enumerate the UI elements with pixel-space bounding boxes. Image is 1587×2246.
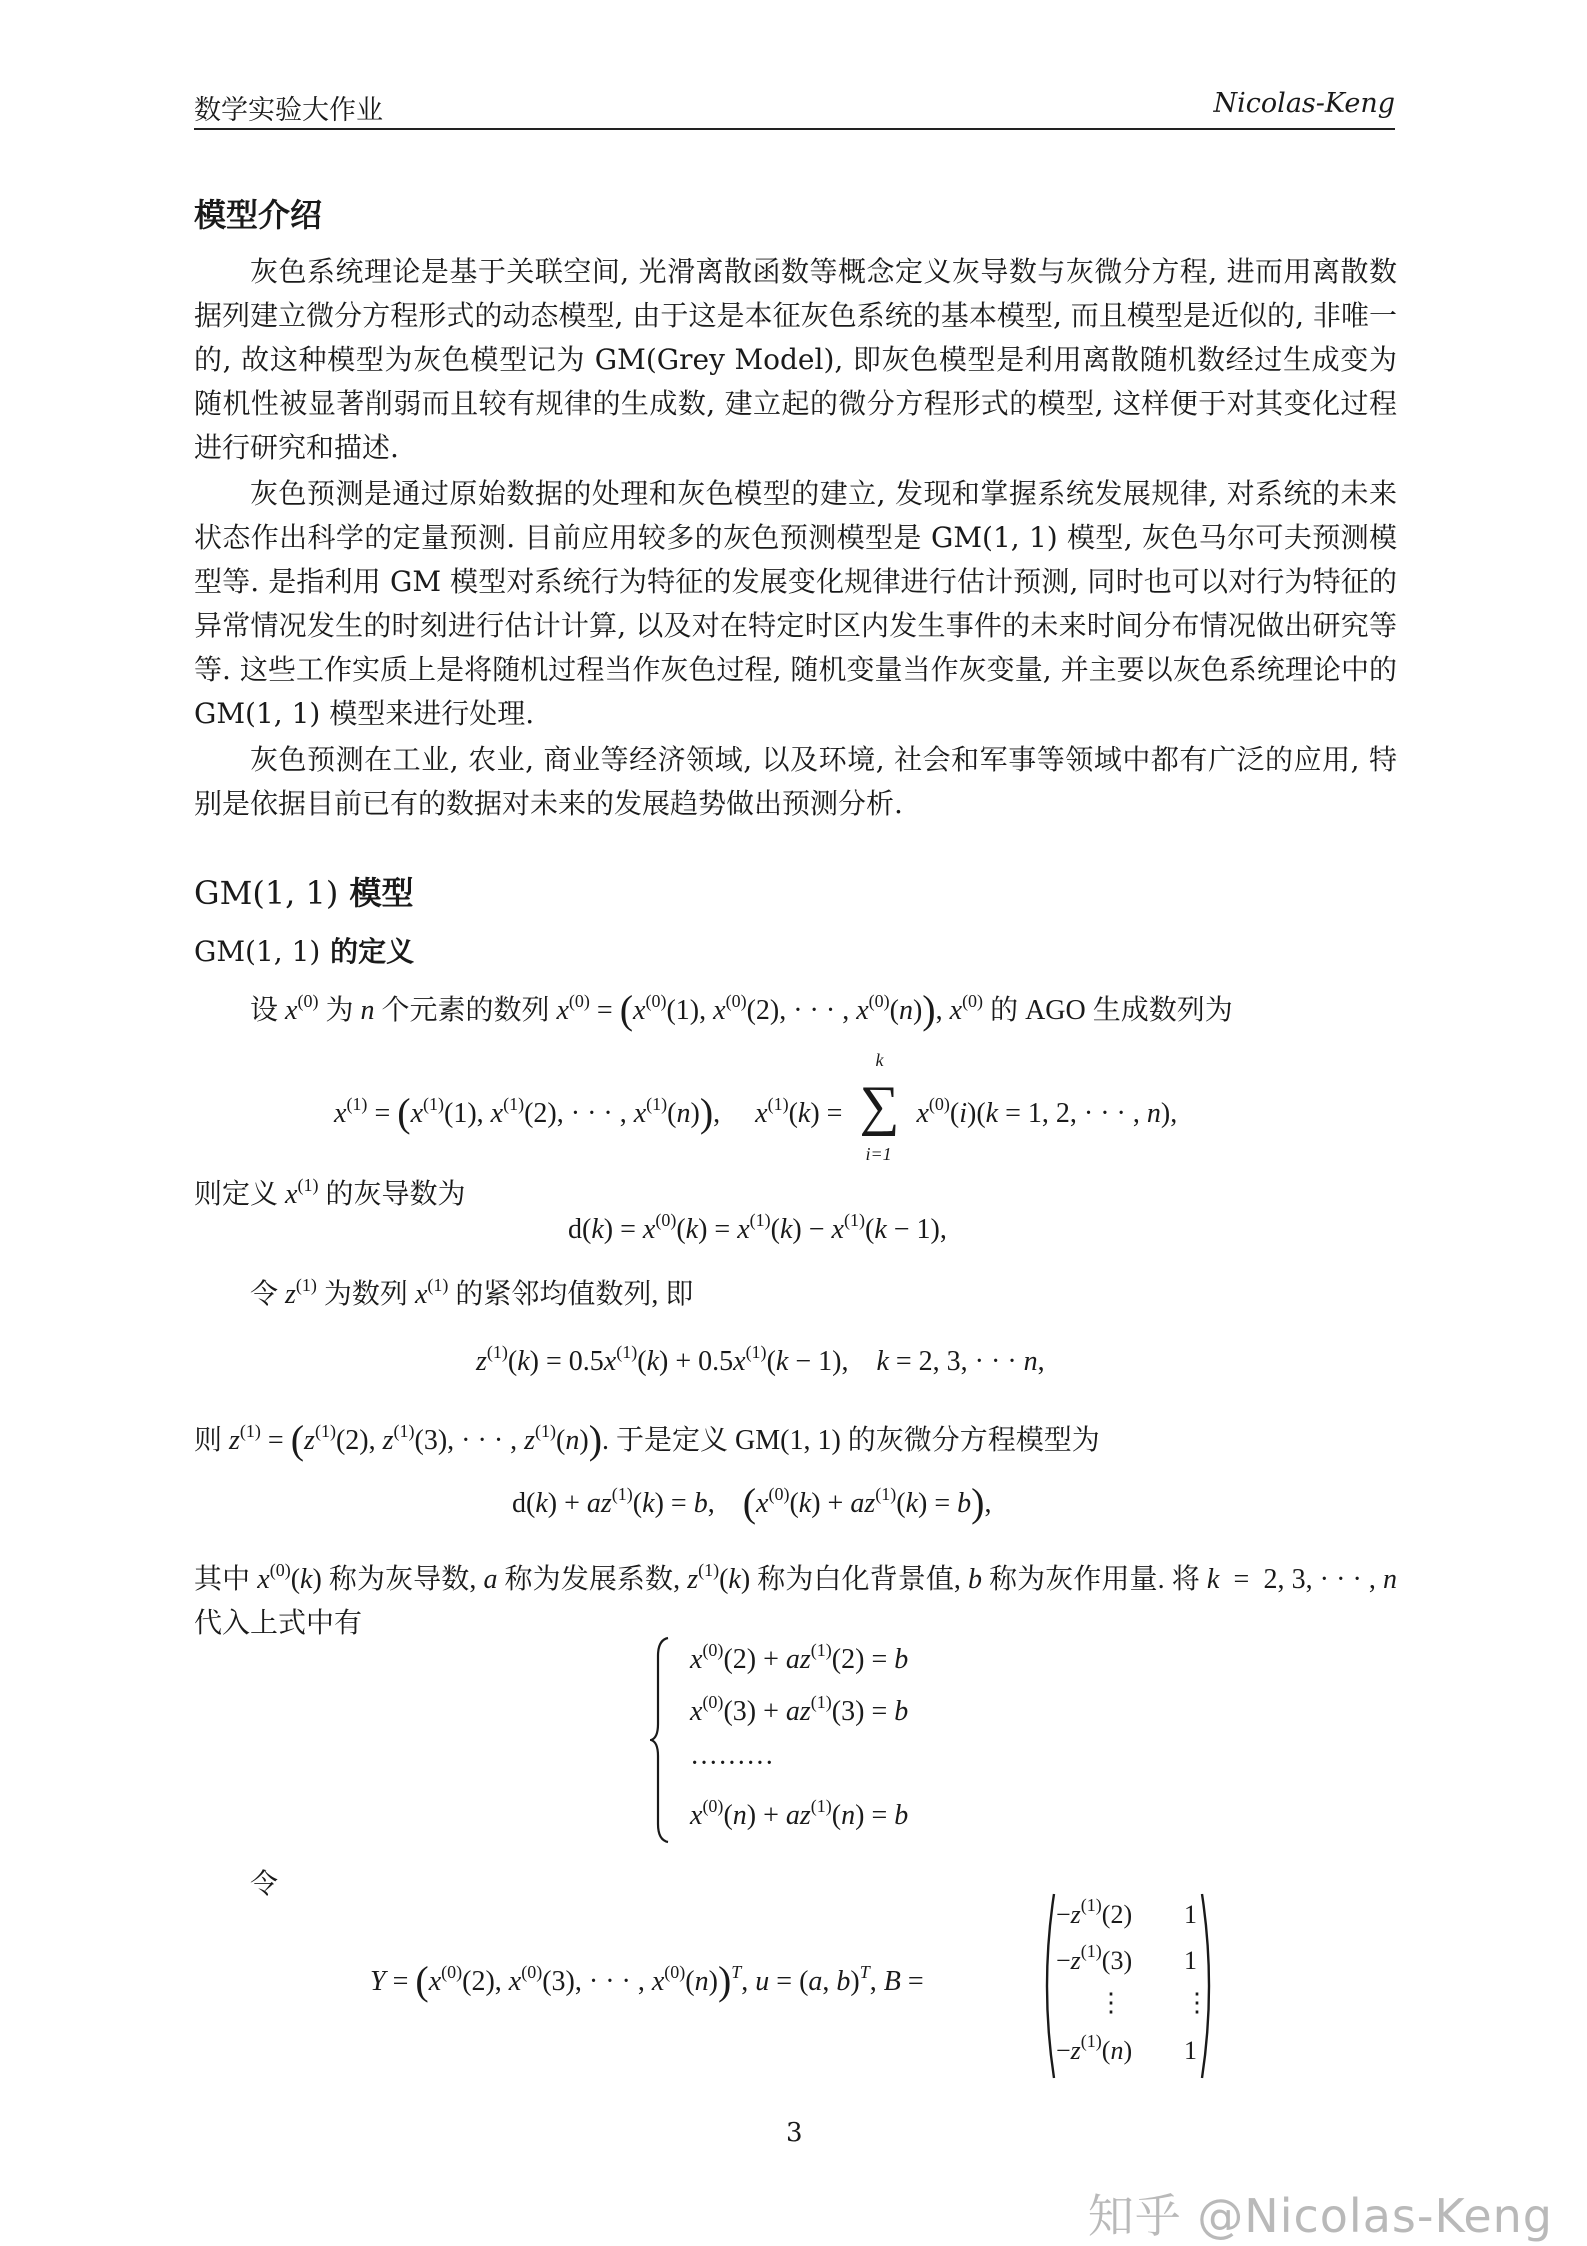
matrix-cell: 1 [1184, 1900, 1197, 1929]
y-u-b-definition: $Y = (x^{(0)}(2)$, $x^{(0)}(3)$, · · · , $x^{(0)}(n))^T$, u = (a, b)$^T$, B = [370, 1958, 924, 2003]
matrix-cell: 1 [1184, 2036, 1197, 2065]
matrix-cell: $-z^{(1)}(n)$ [1056, 2031, 1133, 2065]
grey-derivative-equation: $d(k) = x^{(0)}(k) = x^{(1)}(k) - x^{(1)}(k - 1)$, [568, 1210, 947, 1245]
neighbor-mean-equation: $z^{(1)}(k) = 0.5x^{(1)}(k) + 0.5x^{(1)}(k - 1)$, k = 2, 3, · · · n, [476, 1342, 1045, 1377]
intro-paragraph-1: 灰色系统理论是基于关联空间, 光滑离散函数等概念定义灰导数与灰微分方程, 进而用离散数据列建立微分方程形式的动态模型, 由于这是本征灰色系统的基本模型, 而且模型是近似的, 非唯一的, 故这种模型为灰色模型记为 GM(Grey Model), 即灰色模型是利用离散随机数经过生成变为随机性被显著削弱而且较有规律的生成数, 建立起的微分方程形式的模型, 这样便于对其变化过程进行研究和描述. [194, 255, 1397, 464]
running-header-author: Nicolas-Keng [1213, 88, 1395, 119]
section-title-intro: 模型介绍 [194, 196, 323, 234]
header-rule [194, 128, 1395, 130]
grey-differential-equation: $d(k) + az^{(1)}(k) = b$, $(x^{(0)}(k) + az^{(1)}(k) = b)$, [512, 1480, 992, 1525]
whiten-sentence: 则 $z^{(1)} = (z^{(1)}(2)$, $z^{(1)}(3)$, · · · , $z^{(1)}(n)$). 于是定义 GM(1, 1) 的灰微分方程模型为 [194, 1417, 1100, 1462]
let-word: 令 [250, 1869, 279, 1900]
ago-equation: $x^{(1)} = (x^{(1)}(1)$, $x^{(1)}(2)$, · · · , $x^{(1)}(n)$), $x^{(1)}(k)$ = ∑ k i=1 $x^{(0)}(i)(k = 1$, 2, · · · , n), [334, 1050, 1178, 1164]
matrix-right-paren [1200, 1892, 1218, 2080]
system-row-2: $x^{(0)}(3) + az^{(1)}(3) = b$ [690, 1692, 909, 1727]
subsection-title-num: GM(1, 1) [194, 935, 321, 968]
system-row-ellipsis: ········· [690, 1748, 774, 1779]
intro-paragraph-2: 灰色预测是通过原始数据的处理和灰色模型的建立, 发现和掌握系统发展规律, 对系统的未来状态作出科学的定量预测. 目前应用较多的灰色预测模型是 GM(1, 1) 模型, 灰色马尔可夫预测模型等. 是指利用 GM 模型对系统行为特征的发展变化规律进行估计预测, 同时也可以对行为特征的异常情况发生的时刻进行估计计算, 以及对在特定时区内发生事件的未来时间分布情况做出研究等等. 这些工作实质上是将随机过程当作灰色过程, 随机变量当作灰变量, 并主要以灰色系统理论中的 GM(1, 1) 模型来进行处理. [194, 477, 1397, 730]
ago-sentence: 设 $x^{(0)}$ 为 n 个元素的数列 $x^{(0)} = (x^{(0)}(1)$, $x^{(0)}(2)$, · · · , $x^{(0)}(n)$), $x^{(0)}$ 的 AGO 生成数列为 [250, 987, 1233, 1032]
system-row-1: $x^{(0)}(2) + az^{(1)}(2) = b$ [690, 1640, 909, 1675]
section-title-gm-text: 模型 [349, 874, 414, 912]
running-header-title: 数学实验大作业 [194, 95, 383, 126]
subsection-title-text: 的定义 [330, 935, 415, 968]
matrix-vdots: ⋮ [1184, 1988, 1210, 2017]
page-number: 3 [786, 2118, 803, 2148]
matrix-cell: $-z^{(1)}(2)$ [1056, 1895, 1133, 1929]
neighbor-mean-sentence: 令 $z^{(1)}$ 为数列 $x^{(1)}$ 的紧邻均值数列, 即 [250, 1275, 694, 1310]
grey-derivative-sentence: 则定义 $x^{(1)}$ 的灰导数为 [194, 1175, 466, 1210]
section-title-gm [194, 868, 414, 914]
intro-paragraph-3: 灰色预测在工业, 农业, 商业等经济领域, 以及环境, 社会和军事等领域中都有广泛的应用, 特别是依据目前已有的数据对未来的发展趋势做出预测分析. [194, 743, 1397, 820]
matrix-vdots: ⋮ [1098, 1988, 1124, 2017]
matrix-b [1038, 1892, 1218, 2080]
matrix-cell: 1 [1184, 1946, 1197, 1975]
matrix-left-paren [1038, 1892, 1056, 2080]
watermark: 知乎 @Nicolas-Keng [1087, 2189, 1553, 2243]
terms-sentence: 其中 $x^{(0)}(k)$ 称为灰导数, a 称为发展系数, $z^{(1)}(k)$ 称为白化背景值, b 称为灰作用量. 将 k = 2, 3, · · · , n 代入上式中有 [194, 1560, 1397, 1639]
subsection-title-definition [194, 930, 414, 970]
system-brace [650, 1636, 670, 1844]
system-row-n: $x^{(0)}(n) + az^{(1)}(n) = b$ [690, 1796, 909, 1831]
section-title-gm-num: GM(1, 1) [194, 874, 339, 912]
matrix-cell: $-z^{(1)}(3)$ [1056, 1941, 1133, 1975]
